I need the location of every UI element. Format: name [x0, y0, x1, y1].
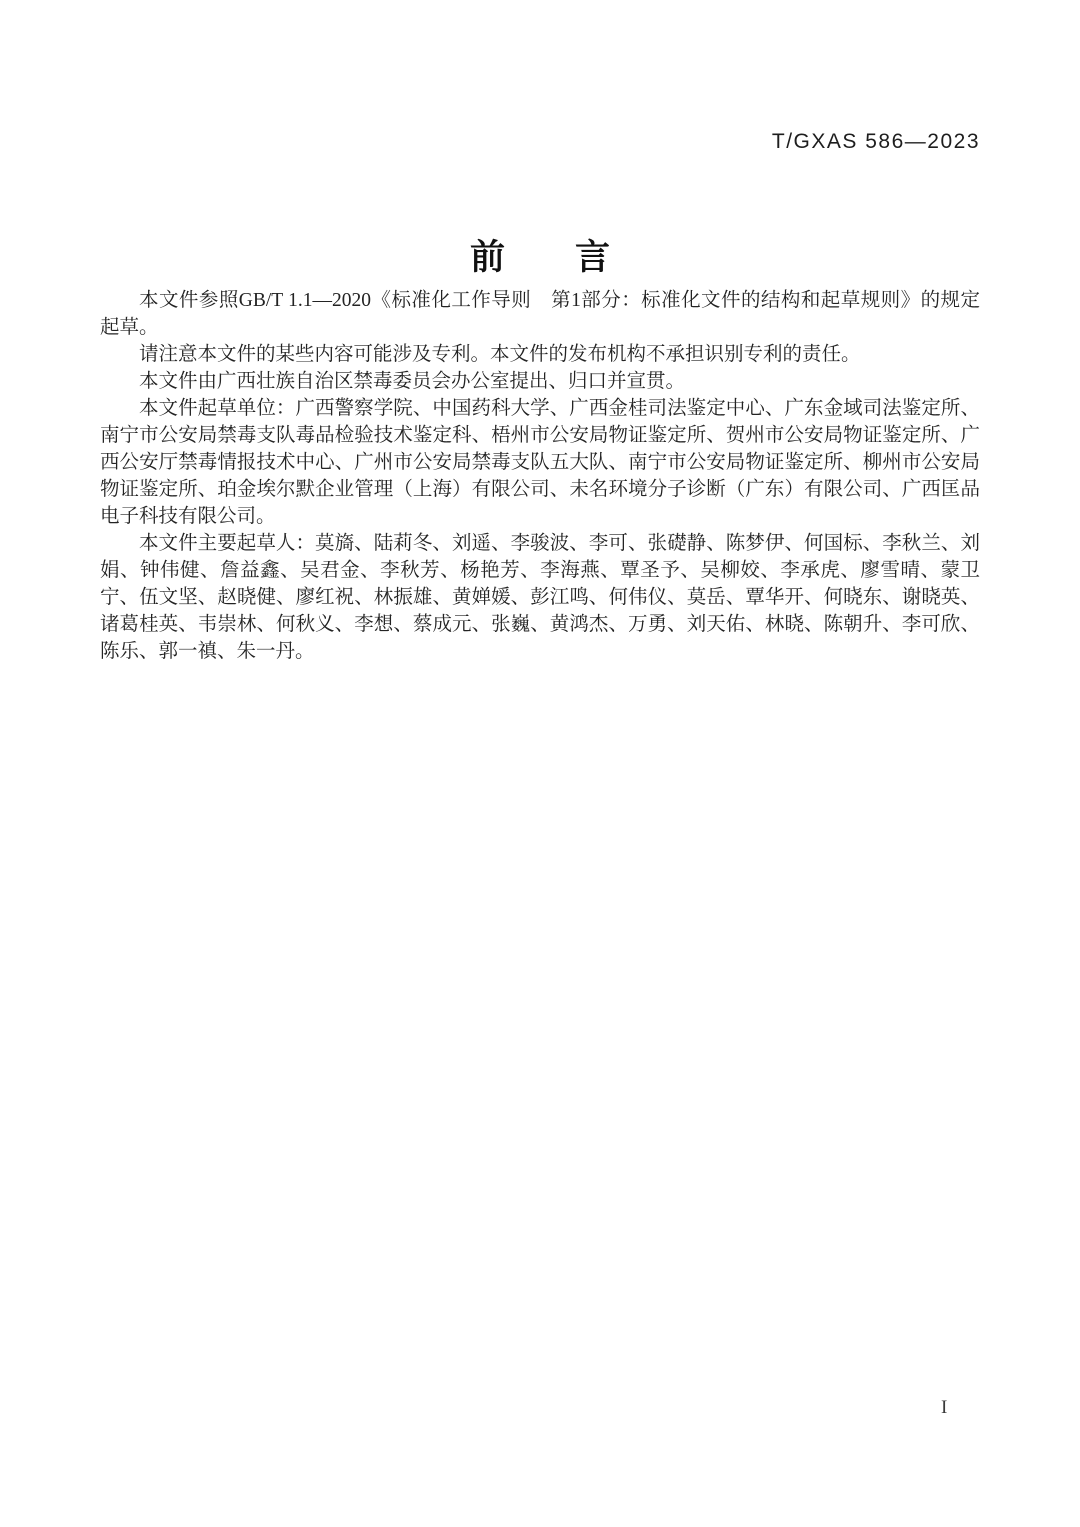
- standard-doc-number: T/GXAS 586—2023: [771, 130, 980, 153]
- paragraph-main-drafters: 本文件主要起草人：莫旖、陆莉冬、刘遥、李骏波、李可、张礎静、陈梦伊、何国标、李秋兰、刘娟、钟伟健、詹益鑫、吴君金、李秋芳、杨艳芳、李海燕、覃圣予、吴柳姣、李承虎、廖雪晴、蒙卫宁、伍文坚、赵晓健、廖红祝、林振雄、黄婵媛、彭江鸣、何伟仪、莫岳、覃华开、何晓东、谢晓英、诸葛桂英、韦崇林、何秋义、李想、蔡成元、张巍、黄鸿杰、万勇、刘天佑、林晓、陈朝升、李可欣、陈乐、郭一禛、朱一丹。: [100, 533, 980, 662]
- foreword-body: [100, 287, 980, 665]
- paragraph-drafting-basis: 本文件参照GB/T 1.1—2020《标准化工作导则 第1部分：标准化文件的结构和起草规则》的规定起草。: [100, 290, 980, 338]
- paragraph-drafting-organizations: 本文件起草单位：广西警察学院、中国药科大学、广西金桂司法鉴定中心、广东金域司法鉴定所、南宁市公安局禁毒支队毒品检验技术鉴定科、梧州市公安局物证鉴定所、贺州市公安局物证鉴定所、广西公安厅禁毒情报技术中心、广州市公安局禁毒支队五大队、南宁市公安局物证鉴定所、柳州市公安局物证鉴定所、珀金埃尔默企业管理（上海）有限公司、未名环境分子诊断（广东）有限公司、广西匡品电子科技有限公司。: [100, 398, 980, 527]
- page-number: I: [941, 1397, 948, 1418]
- paragraph-proposing-body: 本文件由广西壮族自治区禁毒委员会办公室提出、归口并宣贯。: [139, 371, 686, 392]
- paragraph-patent-notice: 请注意本文件的某些内容可能涉及专利。本文件的发布机构不承担识别专利的责任。: [139, 344, 861, 365]
- foreword-title: 前 言: [469, 238, 610, 278]
